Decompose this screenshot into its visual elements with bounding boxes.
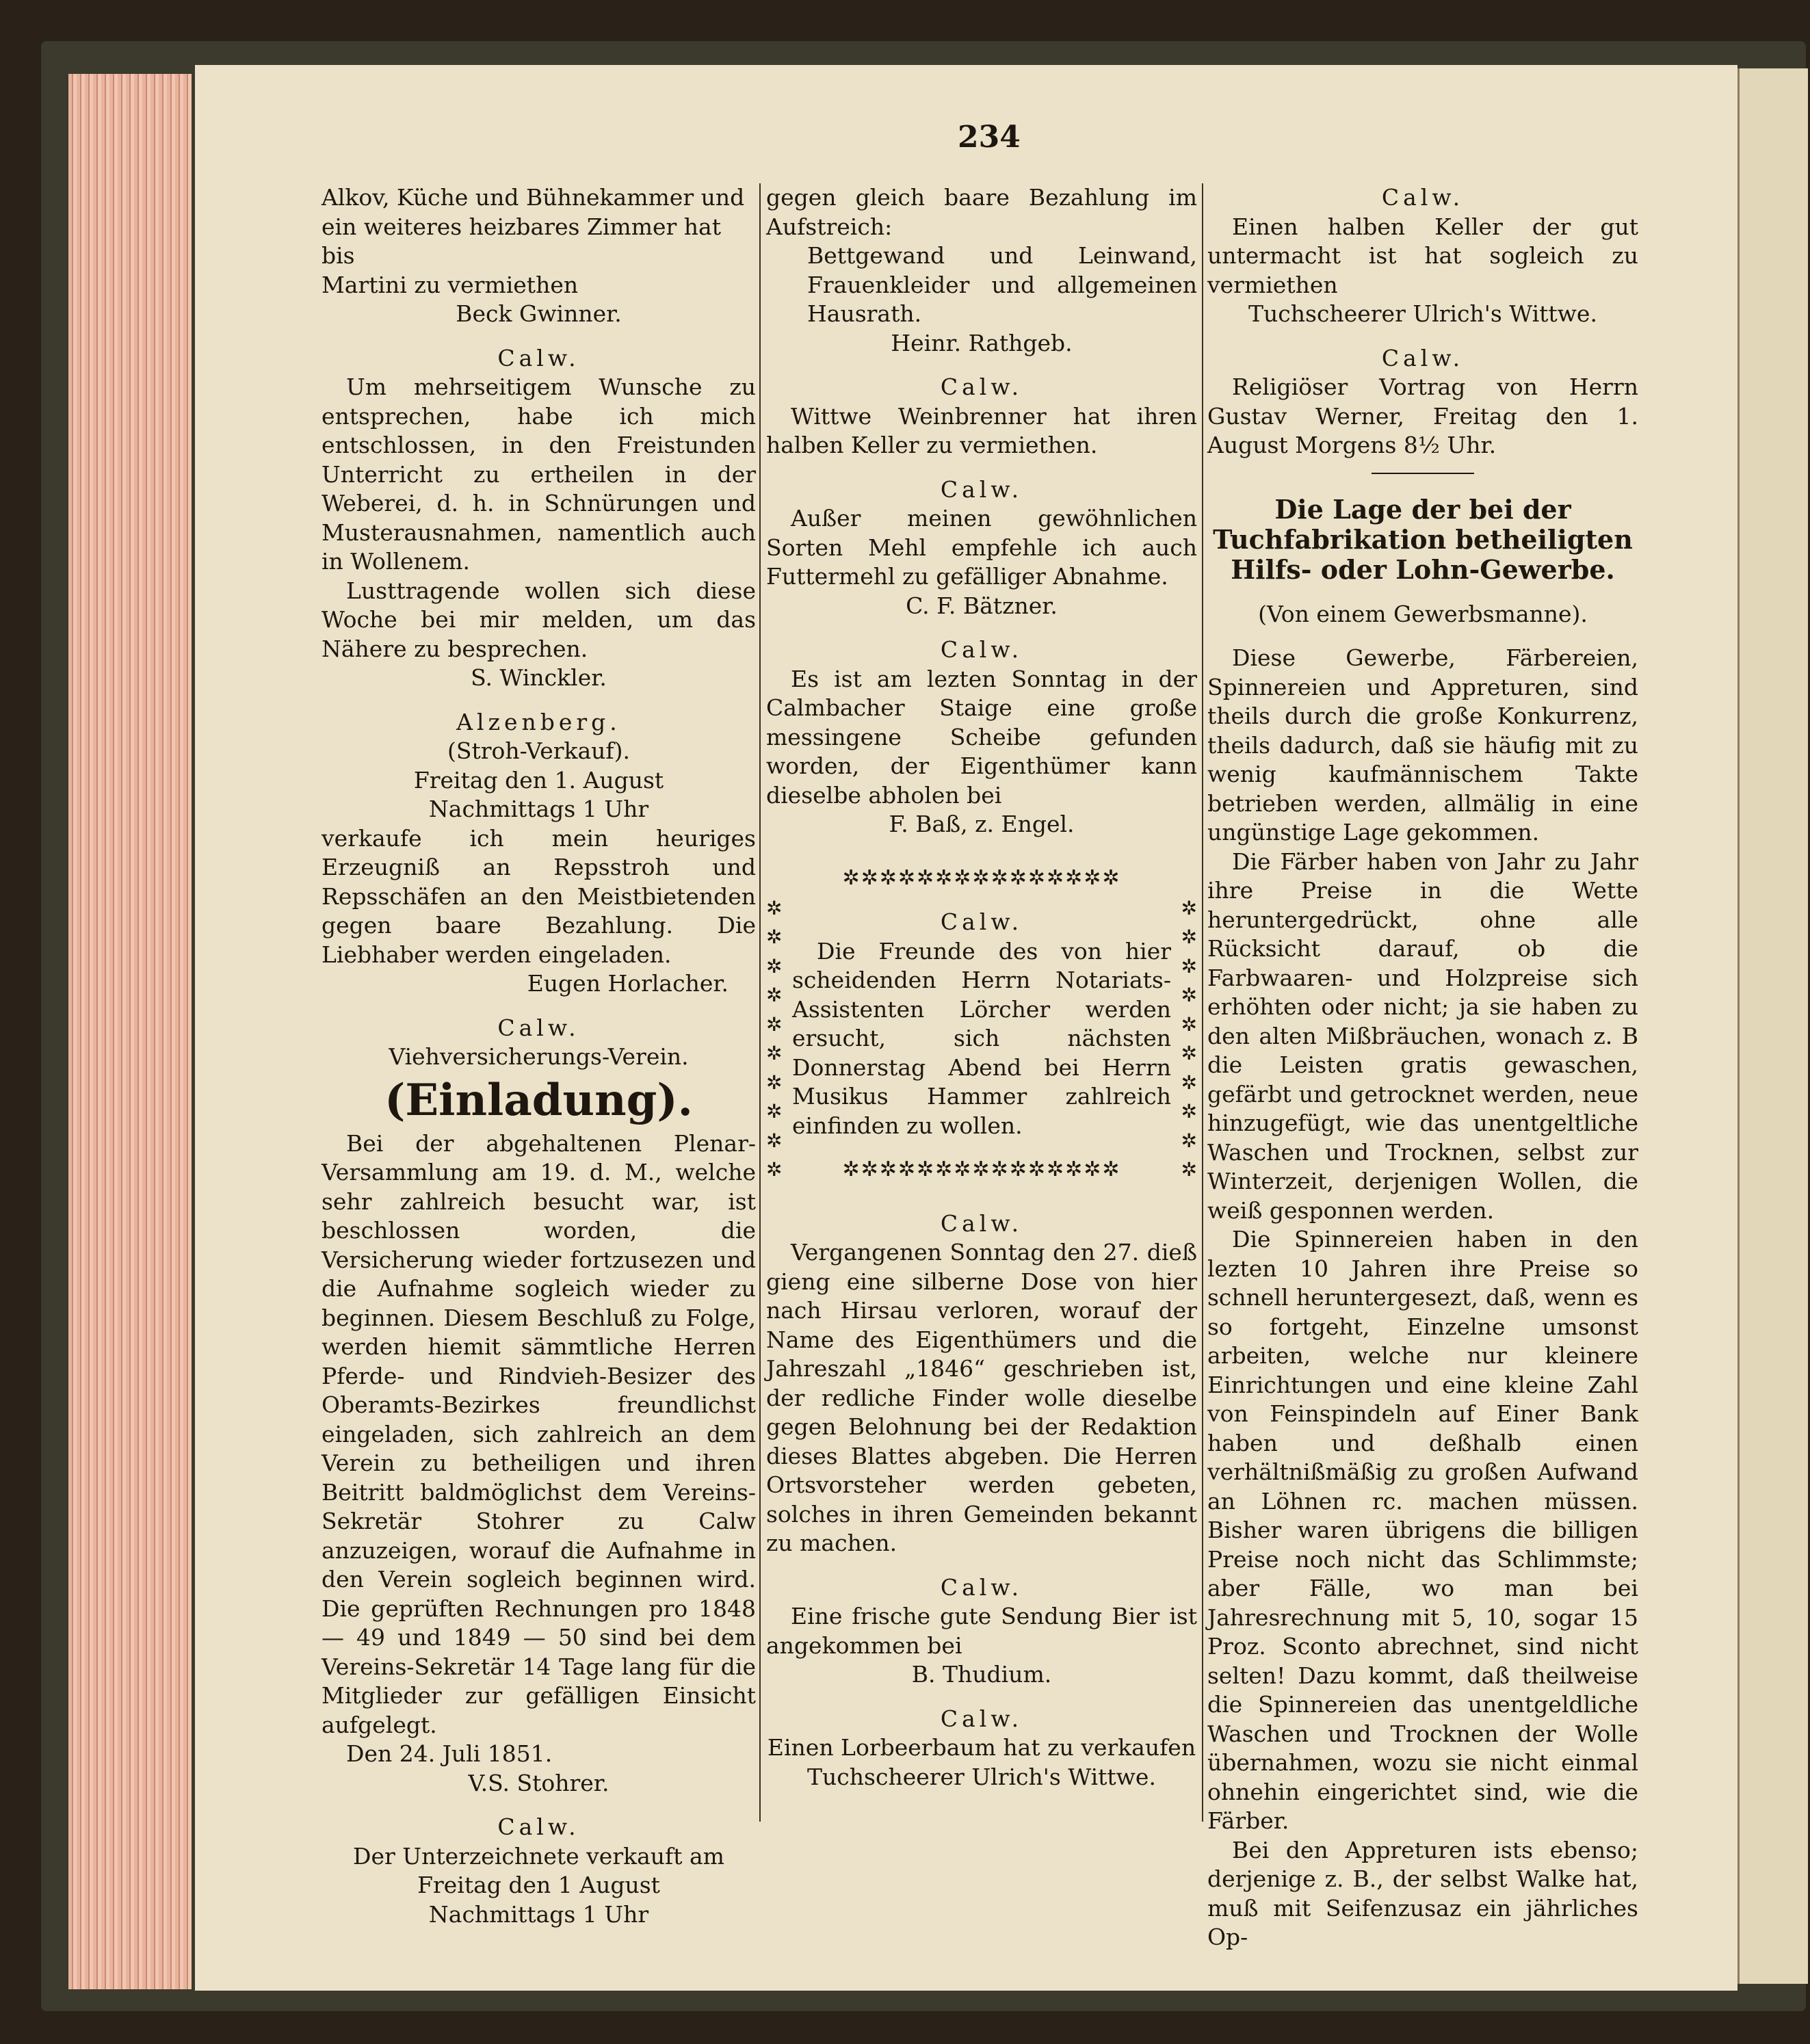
date-line: Den 24. Juli 1851.	[346, 1740, 553, 1767]
facing-page	[1737, 68, 1808, 1984]
text-line: Nachmittags 1 Uhr	[428, 1900, 649, 1928]
subheading: Viehversicherungs-Verein.	[389, 1043, 689, 1070]
column-rule	[759, 183, 761, 1822]
heading: Calw.	[940, 374, 1023, 400]
text-line: Tuchscheerer Ulrich's Wittwe.	[807, 1763, 1156, 1790]
star-border-bottom: ✲✲✲✲✲✲✲✲✲✲✲✲✲✲✲	[842, 1157, 1121, 1181]
heading: Calw.	[497, 344, 580, 371]
heading: Calw.	[1381, 344, 1465, 371]
text-line: Freitag den 1 August	[417, 1872, 660, 1898]
paragraph: Bei den Appreturen ists ebenso; derjenige z. B., der selbst Walke hat, muß mit Seifenzusaz ein jährliches Op-	[1207, 1836, 1638, 1950]
text-line: Martini zu vermiethen	[322, 271, 579, 298]
star-border-right: ✲ ✲ ✲ ✲ ✲ ✲ ✲ ✲ ✲ ✲	[1181, 896, 1197, 1181]
heading: Calw.	[940, 1705, 1023, 1732]
heading: Alzenberg.	[456, 708, 621, 735]
paragraph: Außer meinen gewöhnlichen Sorten Mehl empfehle ich auch Futtermehl zu gefälliger Abnahme.	[766, 505, 1197, 590]
paragraph: Religiöser Vortrag von Herrn Gustav Werner, Freitag den 1. August Morgens 8½ Uhr.	[1207, 374, 1638, 458]
subheading: Nachmittags 1 Uhr	[428, 796, 649, 822]
star-border-top: ✲✲✲✲✲✲✲✲✲✲✲✲✲✲✲	[842, 865, 1121, 890]
paragraph: Um mehrseitigem Wunsche zu entsprechen, habe ich mich entschlossen, in den Freistunden Unterricht zu ertheilen in der Weberei, d. h. in Schnürungen und Musterausnahmen, namentlich auch in Wollenem.	[322, 374, 756, 575]
paragraph: Bettgewand und Leinwand, Frauenkleider und allgemeinen Hausrath.	[807, 242, 1197, 327]
heading: Calw.	[1381, 184, 1465, 211]
paragraph: Lusttragende wollen sich diese Woche bei mir melden, um das Nähere zu besprechen.	[322, 577, 756, 662]
heading: Calw.	[497, 1813, 580, 1840]
heading: Calw.	[940, 475, 1023, 503]
subheading: (Stroh-Verkauf).	[447, 737, 630, 764]
paragraph: verkaufe ich mein heuriges Erzeugniß an Repsstroh und Repsschäfen an den Meistbietenden gegen baare Bezahlung. Die Liebhaber werden eingeladen.	[322, 824, 756, 968]
page-number: 234	[958, 120, 1021, 155]
column-3	[1207, 183, 1638, 1952]
signature: Tuchscheerer Ulrich's Wittwe.	[1248, 300, 1597, 327]
starred-box	[766, 859, 1197, 1190]
signature: V.S. Stohrer.	[468, 1769, 609, 1796]
signature: S. Winckler.	[471, 664, 607, 691]
star-border-left: ✲ ✲ ✲ ✲ ✲ ✲ ✲ ✲ ✲ ✲	[766, 896, 783, 1181]
paragraph: Die Spinnereien haben in den lezten 10 Jahren ihre Preise so schnell heruntergesezt, daß, wenn es so fortgeht, Einzelne umsonst arbeiten, welche nur kleinere Einrichtungen und eine kleine Zahl von Feinspindeln auf Einer Bank haben und deßhalb einen verhältnißmäßig zu großen Aufwand an Löhnen rc. machen müssen. Bisher waren übrigens die billigen Preise noch nicht das Schlimmste; aber Fälle, wo man bei Jahresrechnung mit 5, 10, sogar 15 Proz. Sconto abrechnet, sind nicht selten! Dazu kommt, daß theilweise die Spinnereien das unentgeldliche Waschen und Trocknen der Wolle übernahmen, wozu sie nicht einmal ohnehin eingerichtet sind, wie die Färber.	[1207, 1226, 1638, 1834]
paragraph: Bei der abgehaltenen Plenar-Versammlung am 19. d. M., welche sehr zahlreich besucht war, ist beschlossen worden, die Versicherung wieder fortzusezen und die Aufnahme sogleich wieder zu beginnen. Diesem Beschluß zu Folge, werden hiemit sämmtliche Herren Pferde- und Rindvieh-Besizer des Oberamts-Bezirkes freundlichst eingeladen, sich zahlreich an dem Verein zu betheiligen und ihren Beitritt baldmöglichst dem Vereins-Sekretär Stohrer zu Calw anzuzeigen, worauf die Aufnahme in den Verein sogleich beginnen wird. Die geprüften Rechnungen pro 1848 — 49 und 1849 — 50 sind bei dem Vereins-Sekretär 14 Tage lang für die Mitglieder zur gefälligen Einsicht aufgelegt.	[322, 1129, 756, 1738]
article-subtitle: (Von einem Gewerbsmanne).	[1258, 600, 1588, 627]
column-2	[766, 183, 1197, 1792]
signature: F. Baß, z. Engel.	[889, 811, 1075, 837]
subheading: Freitag den 1. August	[413, 766, 664, 794]
paragraph: Die Freunde des von hier scheidenden Herrn Notariats-Assistenten Lörcher werden ersucht, sich nächsten Donnerstag Abend bei Herrn Musikus Hammer zahlreich einfinden zu wollen.	[792, 937, 1171, 1139]
section-divider	[1372, 473, 1474, 474]
paragraph: Wittwe Weinbrenner hat ihren halben Keller zu vermiethen.	[766, 402, 1197, 458]
signature: B. Thudium.	[911, 1661, 1052, 1688]
text-line: Alkov, Küche und Bühnekammer und	[322, 184, 745, 211]
page-edges	[68, 74, 192, 1989]
paragraph: Diese Gewerbe, Färbereien, Spinnereien und Appreturen, sind theils durch die große Konkurrenz, theils dadurch, daß sie häufig mit zu wenig kaufmännischem Takte betrieben werden, allmälig in eine ungünstige Lage gekommen.	[1207, 644, 1638, 846]
signature: Beck Gwinner.	[456, 300, 622, 327]
signature: Heinr. Rathgeb.	[891, 329, 1073, 356]
paragraph: Vergangenen Sonntag den 27. dieß gieng eine silberne Dose von hier nach Hirsau verloren, worauf der Name des Eigenthümers und die Jahreszahl „1846“ geschrieben ist, der redliche Finder wolle dieselbe gegen Belohnung bei der Redaktion dieses Blattes abgeben. Die Herren Ortsvorsteher werden gebeten, solches in ihren Gemeinden bekannt zu machen.	[766, 1239, 1197, 1556]
column-1	[322, 183, 756, 1929]
big-heading: (Einladung).	[384, 1074, 693, 1126]
text-line: Der Unterzeichnete verkauft am	[353, 1842, 724, 1870]
text-line: ein weiteres heizbares Zimmer hat bis	[322, 213, 721, 269]
paragraph: Es ist am lezten Sonntag in der Calmbacher Staige eine große messingene Scheibe gefunden worden, der Eigenthümer kann dieselbe abholen bei	[766, 665, 1197, 809]
heading: Calw.	[497, 1014, 580, 1041]
signature: C. F. Bätzner.	[906, 592, 1058, 619]
heading: Calw.	[940, 1209, 1023, 1237]
column-rule	[1202, 183, 1203, 1822]
signature: Eugen Horlacher.	[527, 970, 729, 997]
heading: Calw.	[940, 908, 1023, 935]
paragraph: Einen halben Keller der gut untermacht ist hat sogleich zu vermiethen	[1207, 213, 1638, 298]
paragraph: Die Färber haben von Jahr zu Jahr ihre Preise in die Wette heruntergedrückt, ohne alle Rücksicht darauf, ob die Farbwaaren- und Holzpreise sich erhöhten oder nicht; ja sie haben zu den alten Mißbräuchen, wonach z. B die Leisten gratis gewaschen, gefärbt und getrocknet werden, neue hinzugefügt, wie das unentgeltliche Waschen und Trocknen, selbst zur Winterzeit, derjenigen Wollen, die weiß gesponnen werden.	[1207, 848, 1638, 1224]
article-title: Die Lage der bei der Tuchfabrikation betheiligten Hilfs- oder Lohn-Gewerbe.	[1213, 493, 1633, 585]
text-line: Einen Lorbeerbaum hat zu verkaufen	[767, 1734, 1196, 1761]
heading: Calw.	[940, 636, 1023, 663]
paragraph: Eine frische gute Sendung Bier ist angekommen bei	[766, 1603, 1197, 1659]
heading: Calw.	[940, 1573, 1023, 1601]
paragraph: gegen gleich baare Bezahlung im Aufstreich:	[766, 184, 1197, 240]
